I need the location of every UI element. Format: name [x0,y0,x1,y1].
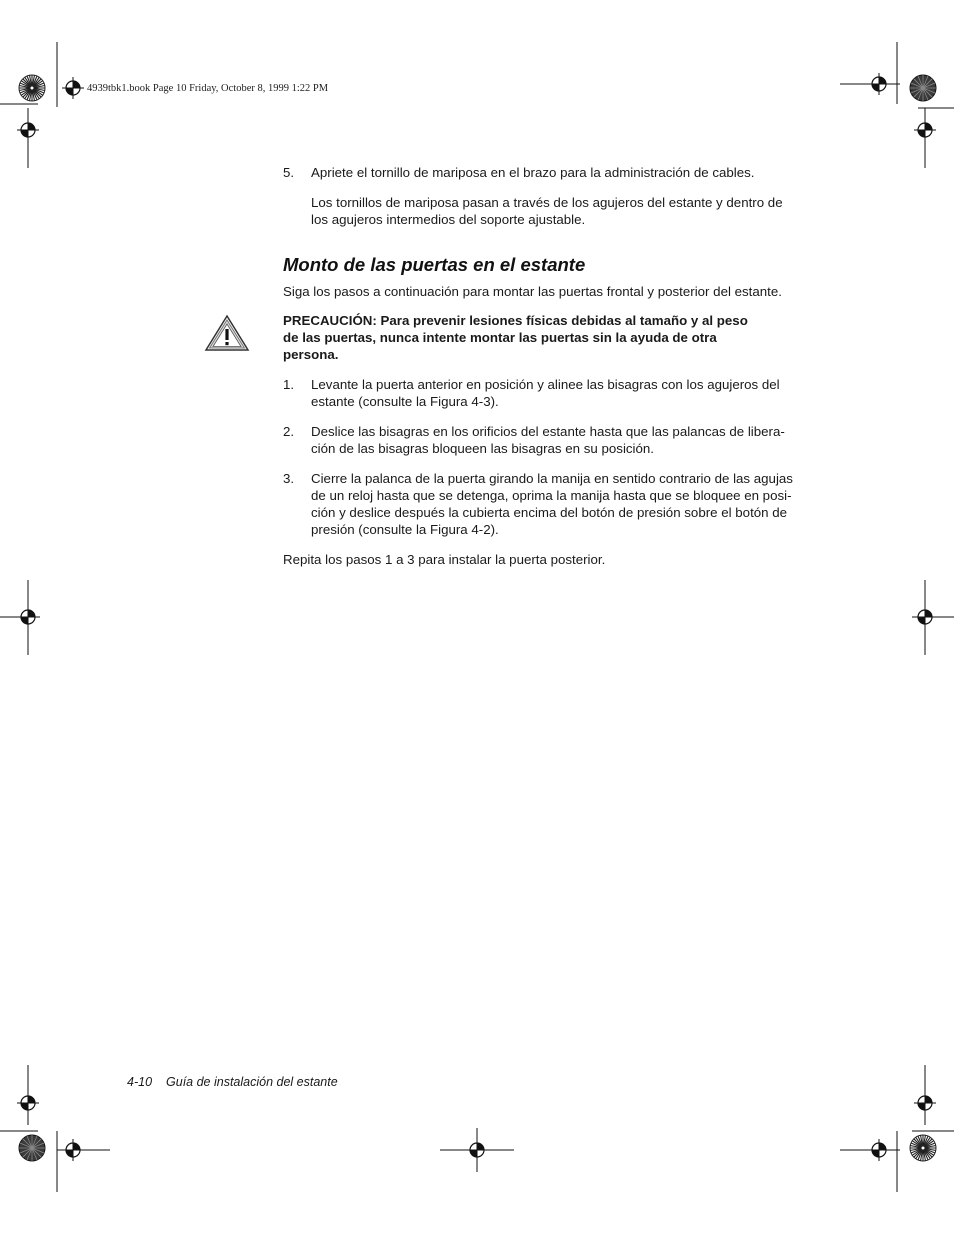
starburst-registration-icon [910,1135,936,1161]
step-number: 2. [283,424,295,439]
step-line: Deslice las bisagras en los orificios del estante hasta que las palancas de libera- [311,424,785,439]
note-line: los agujeros intermedios del soporte ajustable. [311,212,586,227]
step-text: Apriete el tornillo de mariposa en el brazo para la administración de cables. [311,165,755,180]
caution-line: de las puertas, nunca intente montar las puertas sin la ayuda de otra [283,330,717,345]
warning-triangle-icon [204,314,250,352]
step-1 [283,376,823,410]
page-footer [127,1075,338,1089]
caution-line: persona. [283,347,339,362]
starburst-registration-icon [19,75,45,101]
step-number: 5. [283,165,295,180]
footer-title: Guía de instalación del estante [166,1075,338,1089]
step-line: Cierre la palanca de la puerta girando la manija en sentido contrario de las agujas [311,471,793,486]
step-line: estante (consulte la Figura 4-3). [311,394,499,409]
section-heading: Monto de las puertas en el estante [283,254,586,275]
starburst-registration-icon [19,1135,45,1161]
book-stamp: 4939tbk1.book Page 10 Friday, October 8, 1999 1:22 PM [87,83,329,94]
intro-paragraph: Siga los pasos a continuación para montar las puertas frontal y posterior del estante. [283,284,782,299]
step-number: 3. [283,471,295,486]
step-line: Levante la puerta anterior en posición y alinee las bisagras con los agujeros del [311,377,780,392]
caution-notice [283,312,813,363]
note-line: Los tornillos de mariposa pasan a través de los agujeros del estante y dentro de [311,195,783,210]
caution-line: PRECAUCIÓN: Para prevenir lesiones físicas debidas al tamaño y al peso [283,313,748,328]
step-line: de un reloj hasta que se detenga, oprima la manija hasta que se bloquee en posi- [311,488,792,503]
step-line: presión (consulte la Figura 4-2). [311,522,499,537]
step-line: ción de las bisagras bloqueen las bisagras en su posición. [311,441,654,456]
crosshair-registration-icon [62,77,84,99]
page-number: 4-10 [127,1075,153,1089]
closing-paragraph: Repita los pasos 1 a 3 para instalar la puerta posterior. [283,552,606,567]
step-2 [283,423,823,457]
step-5-note [283,194,823,228]
step-line: ción y deslice después la cubierta encima del botón de presión sobre el botón de [311,505,788,520]
step-number: 1. [283,377,295,392]
step-3 [283,470,823,538]
step-5 [283,164,823,181]
starburst-registration-icon [910,75,936,101]
